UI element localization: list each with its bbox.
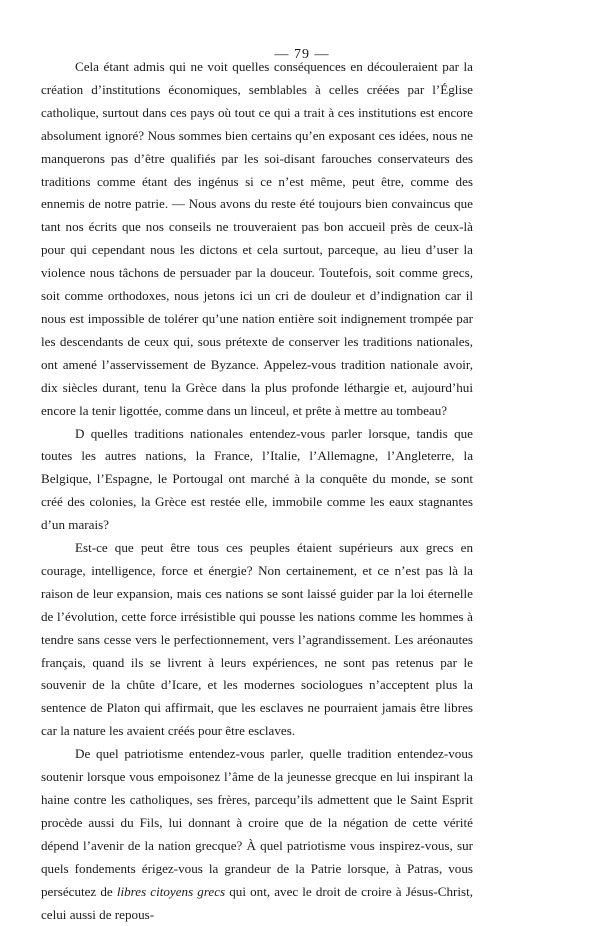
- paragraph-2: D quelles traditions nationales entendez-vous parler lorsque, tandis que toutes les autres nations, la France, l’Italie, l’Allemagne, l’Angleterre, la Belgique, l’Espagne, le Portougal ont marché à la conquête du monde, se sont créé des colonies, la Grèce est restée elle, immobile comme les eaux stagnantes d’un marais?: [41, 425, 473, 533]
- paragraph-4-text-end: qui ont, avec le droit de croire à Jésus-Christ, celui aussi de repous-: [41, 883, 473, 922]
- body-text: [41, 56, 473, 926]
- paragraph-1: Cela étant admis qui ne voit quelles conséquences en découleraient par la création d’institutions économiques, semblables à celles créées par l’Église catholique, surtout dans ces pays où tout ce qui a trait à ces institutions est encore absolument ignoré? Nous sommes bien certains qu’en exposant ces idées, nous ne manquerons pas d’être qualifiés par les soi-disant farouches conservateurs des traditions comme étant des ingénus si ce n’est même, peut être, comme des ennemis de notre patrie. — Nous avons du reste été toujours bien convaincus que tant nos écrits que nos conseils ne trouveraient pas bon accueil près de ceux-là pour qui cependant nous les dictons et cela surtout, parceque, au lieu d’user la violence nous tâchons de persuader par la douceur. Toutefois, soit comme grecs, soit comme orthodoxes, nous jetons ici un cri de douleur et d’indignation car il nous est impossible de tolérer qu’une nation entière soit indignement trompée par les descendants de ceux qui, sous prétexte de conserver les traditions nationales, ont amené l’asservissement de Byzance. Appelez-vous tradition nationale avoir, dix siècles durant, tenu la Grèce dans la plus profonde léthargie et, aujourd’hui encore la tenir ligottée, comme dans un linceul, et prête à mettre au tombeau?: [41, 59, 473, 418]
- paragraph-3: Est-ce que peut être tous ces peuples étaient supérieurs aux grecs en courage, intelligence, force et énergie? Non certainement, et ce n’est pas là la raison de leur expansion, mais ces nations se sont laissé guider par la loi éternelle de l’évolution, cette force irrésistible qui pousse les nations comme les hommes à tendre sans cesse vers le perfectionnement, vers l’agrandissement. Les aréonautes français, quand ils se livrent à leurs expériences, ne sont pas retenus par le souvenir de la chûte d’Icare, et les modernes sociologues n’acceptent plus la sentence de Platon qui affirmait, que les esclaves ne pourraient jamais être libres car la nature les avaient créés pour être esclaves.: [41, 540, 473, 739]
- paragraph-4-text-start: De quel patriotisme entendez-vous parler, quelle tradition entendez-vous soutenir lorsque vous empoisonez l’âme de la jeunesse grecque en lui inspirant la haine contre les catholiques, ses frères, parcequ’ils admettent que le Saint Esprit procède aussi du Fils, lui donnant à croire que de la négation de cette vérité dépend l’avenir de la nation grecque? À quel patriotisme vous inspirez-vous, sur quels fondements érigez-vous la grandeur de la Patrie lorsque, à Patras, vous persécutez de: [41, 746, 473, 899]
- paragraph-4: [41, 743, 473, 926]
- page-number: — 79 —: [274, 47, 330, 62]
- paragraph-4-italic-phrase: libres citoyens grecs: [116, 883, 226, 899]
